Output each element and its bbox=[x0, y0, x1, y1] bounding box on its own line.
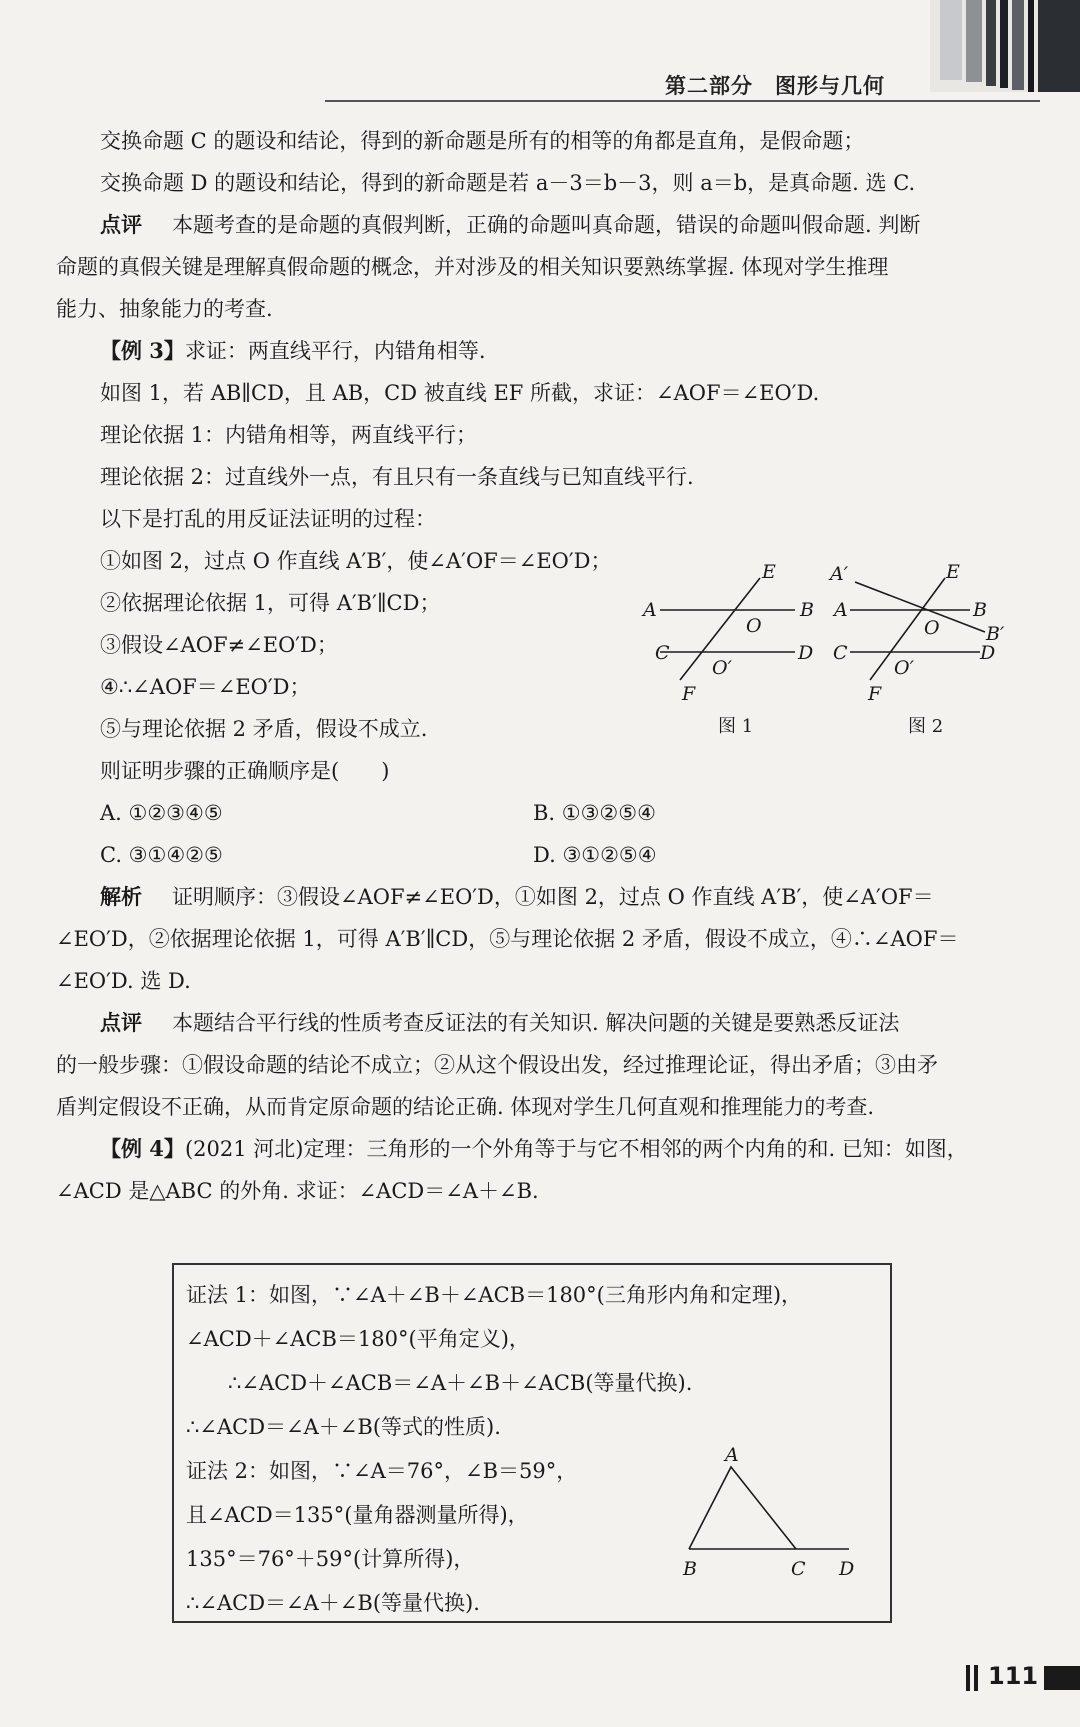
fig2-label-c: C bbox=[833, 642, 848, 664]
analysis-line bbox=[56, 876, 1016, 918]
text-line: 理论依据 2：过直线外一点，有且只有一条直线与已知直线平行. bbox=[100, 465, 694, 489]
analysis-text: ∠EO′D. 选 D. bbox=[56, 969, 191, 993]
fig2-label-b: B bbox=[973, 599, 987, 621]
text-line: 交换命题 C 的题设和结论，得到的新命题是所有的相等的角都是直角，是假命题； bbox=[100, 129, 865, 153]
option-a: A. ①②③④⑤ bbox=[100, 801, 223, 825]
proof-step: ④∴∠AOF＝∠EO′D； bbox=[100, 675, 311, 699]
fig2-label-f: F bbox=[868, 683, 882, 705]
analysis-text: ∠EO′D，②依据理论依据 1，可得 A′B′∥CD，⑤与理论依据 2 矛盾，假设不成立，④∴∠AOF＝ bbox=[56, 927, 959, 951]
comment-label: 点评 bbox=[100, 212, 142, 237]
header-corner-stripes bbox=[930, 0, 1080, 92]
proof-line: ∠ACD＋∠ACB＝180°(平角定义)， bbox=[186, 1327, 530, 1351]
text-line: 能力、抽象能力的考查. bbox=[56, 297, 273, 321]
text-line: 命题的真假关键是理解真假命题的概念，并对涉及的相关知识要熟练掌握. 体现对学生推理 bbox=[56, 255, 889, 279]
comment-text: 本题结合平行线的性质考查反证法的有关知识. 解决问题的关键是要熟悉反证法 bbox=[172, 1011, 900, 1035]
text-line: 交换命题 D 的题设和结论，得到的新命题是若 a－3＝b－3，则 a＝b，是真命题. 选 C. bbox=[100, 171, 916, 195]
fig1-label-d: D bbox=[798, 642, 814, 664]
fig1-label-f: F bbox=[682, 683, 696, 705]
proof-step: ①如图 2，过点 O 作直线 A′B′，使∠A′OF＝∠EO′D； bbox=[100, 549, 612, 573]
analysis-label: 解析 bbox=[100, 884, 142, 909]
fig1-label-e: E bbox=[762, 562, 776, 583]
page-number-bars bbox=[966, 1665, 980, 1691]
fig2-label-b-prime: B′ bbox=[986, 623, 1005, 645]
comment-line bbox=[56, 1002, 1016, 1044]
options bbox=[56, 792, 1016, 876]
proof-line: 证法 1：如图，∵∠A＋∠B＋∠ACB＝180°(三角形内角和定理)， bbox=[186, 1283, 803, 1307]
text-line: 如图 1，若 AB∥CD，且 AB，CD 被直线 EF 所截，求证：∠AOF＝∠EO′D. bbox=[100, 381, 820, 405]
fig1-label-o-prime: O′ bbox=[712, 657, 732, 679]
proof-line: 且∠ACD＝135°(量角器测量所得)， bbox=[186, 1503, 529, 1527]
proof-line: 证法 2：如图，∵∠A＝76°，∠B＝59°， bbox=[186, 1459, 578, 1483]
proof-line: ∴∠ACD＋∠ACB＝∠A＋∠B＋∠ACB(等量代换). bbox=[228, 1371, 693, 1395]
option-d: D. ③①②⑤④ bbox=[533, 843, 657, 867]
header-title: 第二部分 图形与几何 bbox=[665, 74, 885, 98]
comment-line bbox=[56, 204, 1016, 246]
example4-text: ∠ACD 是△ABC 的外角. 求证：∠ACD＝∠A＋∠B. bbox=[56, 1179, 539, 1203]
text-line: 理论依据 1：内错角相等，两直线平行； bbox=[100, 423, 478, 447]
proof-line: ∴∠ACD＝∠A＋∠B(等式的性质). bbox=[186, 1415, 501, 1439]
fig1-caption: 图 1 bbox=[718, 716, 754, 737]
proof-line: ∴∠ACD＝∠A＋∠B(等量代换). bbox=[186, 1591, 480, 1615]
fig1-label-c: C bbox=[655, 642, 670, 664]
page-number-block bbox=[1044, 1666, 1080, 1690]
triangle-label-a: A bbox=[725, 1445, 739, 1466]
proof-box bbox=[172, 1263, 892, 1623]
example3-heading bbox=[56, 330, 1016, 372]
analysis-text: 证明顺序：③假设∠AOF≠∠EO′D，①如图 2，过点 O 作直线 A′B′，使∠A′OF＝ bbox=[172, 885, 934, 909]
triangle-label-d: D bbox=[839, 1558, 855, 1580]
fig2-label-e: E bbox=[946, 562, 960, 583]
triangle-sides bbox=[689, 1467, 796, 1549]
example4-heading bbox=[56, 1128, 1016, 1170]
fig2-label-o-prime: O′ bbox=[894, 657, 914, 679]
text-line: 以下是打乱的用反证法证明的过程： bbox=[100, 507, 436, 531]
triangle-label-c: C bbox=[791, 1558, 806, 1580]
proof-step: ②依据理论依据 1，可得 A′B′∥CD； bbox=[100, 591, 441, 615]
parallel-lines-figures bbox=[640, 562, 1040, 742]
figure-2 bbox=[850, 578, 985, 680]
option-b: B. ①③②⑤④ bbox=[533, 801, 656, 825]
triangle-figure bbox=[679, 1445, 889, 1595]
page-number: 111 bbox=[988, 1662, 1039, 1690]
proof-step: ③假设∠AOF≠∠EO′D； bbox=[100, 633, 338, 657]
example3-statement: 求证：两直线平行，内错角相等. bbox=[184, 339, 486, 363]
fig2-label-o: O bbox=[924, 617, 940, 639]
example3-label: 【例 3】 bbox=[100, 338, 185, 363]
question: 则证明步骤的正确顺序是( ) bbox=[100, 759, 390, 783]
triangle-label-b: B bbox=[683, 1558, 697, 1580]
example4-label: 【例 4】 bbox=[100, 1136, 185, 1161]
proof-step: ⑤与理论依据 2 矛盾，假设不成立. bbox=[100, 717, 428, 741]
fig1-label-b: B bbox=[800, 599, 814, 621]
text-line: 本题考查的是命题的真假判断，正确的命题叫真命题，错误的命题叫假命题. 判断 bbox=[172, 213, 921, 237]
header-rule bbox=[325, 100, 1040, 102]
fig1-label-o: O bbox=[746, 615, 762, 637]
example4-text: (2021 河北)定理：三角形的一个外角等于与它不相邻的两个内角的和. 已知：如图， bbox=[184, 1137, 968, 1161]
fig2-label-d: D bbox=[980, 642, 996, 664]
comment-text: 的一般步骤：①假设命题的结论不成立；②从这个假设出发，经过推理论证，得出矛盾；③由矛 bbox=[56, 1053, 938, 1077]
proof-line: 135°＝76°＋59°(计算所得)， bbox=[186, 1547, 475, 1571]
fig2-caption: 图 2 bbox=[908, 716, 944, 737]
option-c: C. ③①④②⑤ bbox=[100, 843, 223, 867]
line-a1b1 bbox=[855, 582, 985, 632]
fig2-label-a: A bbox=[834, 599, 848, 621]
fig2-label-a-prime: A′ bbox=[830, 563, 849, 585]
comment-label: 点评 bbox=[100, 1010, 142, 1035]
fig1-label-a: A bbox=[643, 599, 657, 621]
comment-text: 盾判定假设不正确，从而肯定原命题的结论正确. 体现对学生几何直观和推理能力的考查. bbox=[56, 1095, 875, 1119]
